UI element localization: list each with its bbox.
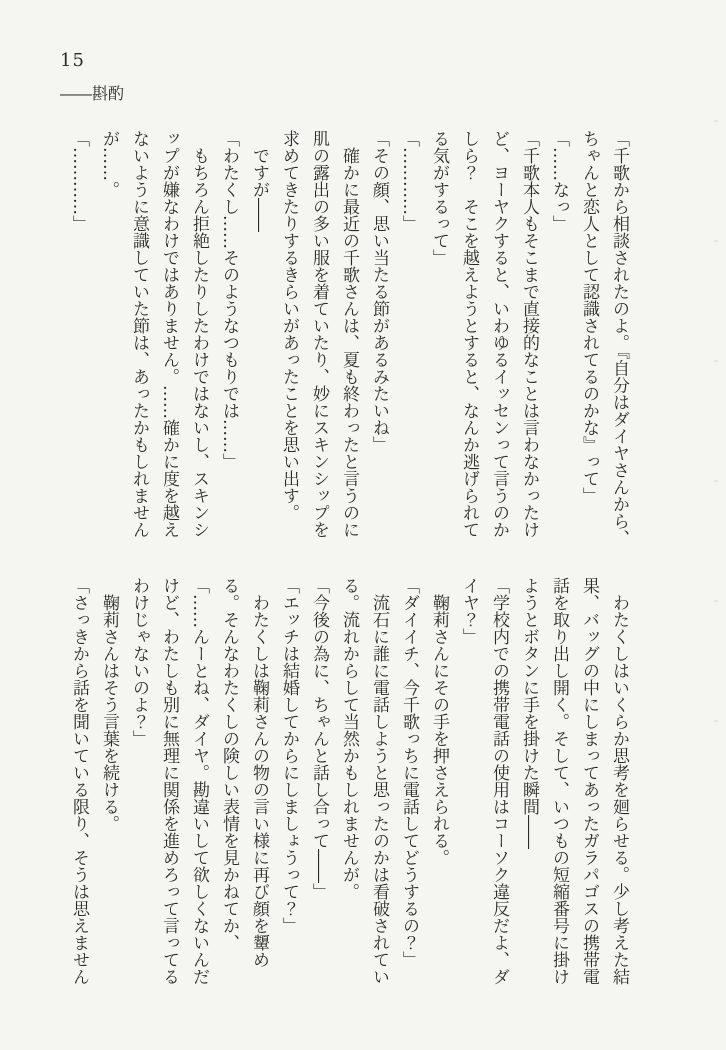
text-line: わたくしは鞠莉さんの物の言い様に再び顔を顰め [249,577,269,968]
text-line: 流石に誰に電話しようと思ったのかは看破されてい [369,577,389,985]
text-line: ようとボタンに手を掛けた瞬間―― [519,577,539,849]
text-line: 話を取り出し開く。そして、いつもの短縮番号に掛け [549,577,569,985]
text-line: ップが嫌なわけではありません。……確かに度を越え [159,130,179,538]
text-line: 「ダイイチ、今千歌っちに電話してどうするの？」 [399,577,419,968]
text-line: ちゃんと恋人として認識されてるのかな』って」 [579,130,599,504]
text-line: 肌の露出の多い服を着ていたり、妙にスキンシップを [309,130,329,538]
page-number: 15 [60,50,85,71]
text-line: 求めてきたりするきらいがあったことを思い出す。 [279,130,299,521]
text-line: イヤ？」 [459,577,479,645]
page-header [60,50,124,104]
text-line: 「わたくし……そのようなつもりでは……」 [219,130,239,470]
text-line: 「千歌から相談されたのよ。『自分はダイヤさんから、 [609,130,629,547]
text-line: 「千歌本人もそこまで直接的なことは言わなかったけ [519,130,539,538]
text-line: ですが―― [249,130,269,232]
text-line: が……。 [99,130,119,198]
text-line: ど、ヨーヤクすると、いわゆるイッセンって言うのか [489,130,509,538]
chapter-marker: ――斟酌 [60,84,125,103]
text-line: しら？ そこを越えようとすると、なんか逃げられて [459,130,479,538]
text-line: る。流れからして当然かもしれませんが。 [339,577,359,900]
text-line: けど、わたしも別に無理に関係を進めろって言ってる [159,577,179,985]
text-line: 「エッチは結婚してからにしましょうって？」 [279,577,299,934]
text-line: 「…………」 [399,130,419,232]
text-line: る。そんなわたくしの険しい表情を見かねてか、 [219,577,239,951]
text-line: 鞠莉さんにその手を押さえられる。 [429,577,449,866]
text-block-bottom [64,577,634,1013]
text-line: わたくしはいくらか思考を廻らせる。少し考えた結 [609,577,629,985]
text-line: 「……んーとね、ダイヤ。勘違いして欲しくないんだ [189,577,209,985]
text-line: わけじゃないのよ？」 [129,577,149,747]
text-line: る気がするって」 [429,130,449,266]
text-line: 鞠莉さんはそう言葉を続ける。 [99,577,119,832]
scan-edge-artifacts [714,120,718,920]
text-line: 「その顔、思い当たる節があるみたいね」 [369,130,389,453]
text-line: もちろん拒絶したりしたわけではないし、スキンシ [189,130,209,538]
text-line: 「さっきから話を聞いている限り、そうは思えません [69,577,89,985]
text-line: ないように意識していた節は、あったかもしれません [129,130,149,538]
text-line: 「今後の為に、ちゃんと話し合って――」 [309,577,329,900]
text-line: 「……なっ」 [549,130,569,232]
text-block-top [64,130,634,566]
text-line: 「…………」 [69,130,89,232]
text-line: 確かに最近の千歌さんは、夏も終わったと言うのに [339,130,359,538]
text-line: 「学校内での携帯電話の使用はコーソク違反だよ、ダ [489,577,509,985]
text-line: 果、バッグの中にしまってあったガラパゴスの携帯電 [579,577,599,985]
